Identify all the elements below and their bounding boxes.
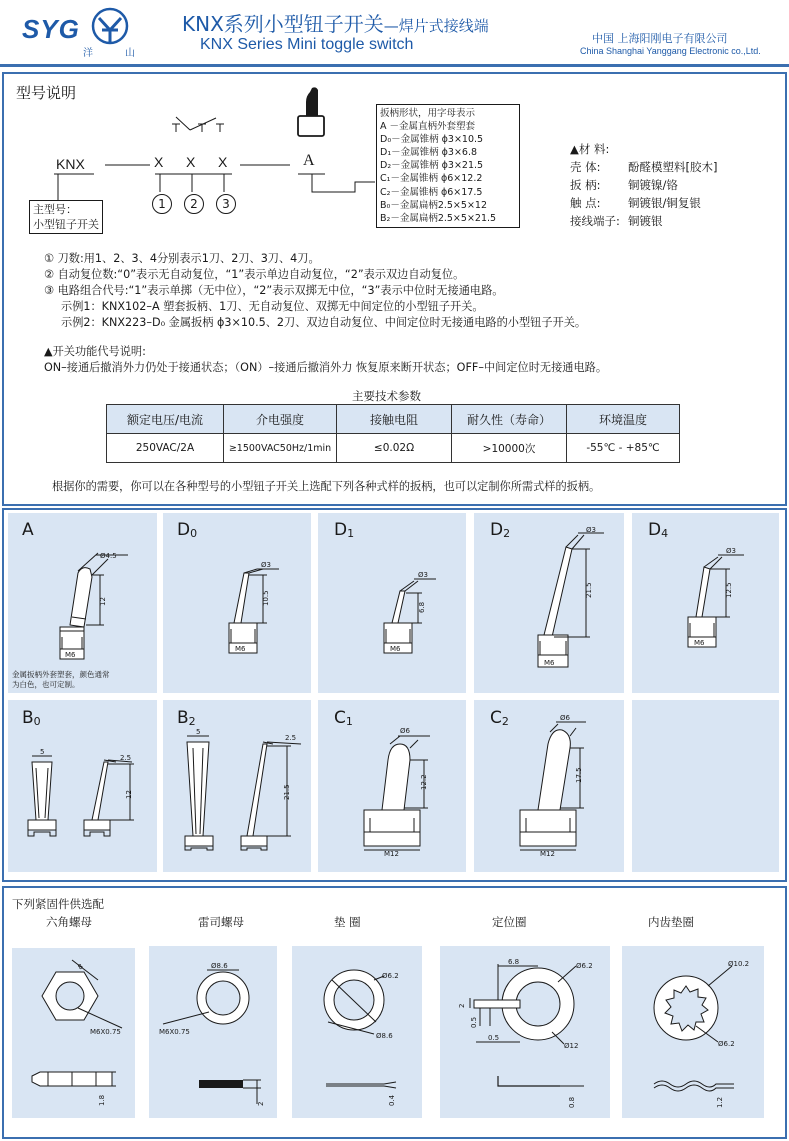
materials-title: ▲材 料: (570, 142, 610, 156)
handle-d0-dia: Ø3 (261, 561, 271, 569)
spec-header-row (107, 405, 680, 434)
title-cn-suffix: —焊片式接线端 (383, 17, 489, 35)
handle-b0-w: 5 (40, 748, 45, 756)
material-row (570, 176, 717, 194)
internal-washer-d1: Ø10.2 (728, 960, 750, 968)
function-title: ▲开关功能代号说明: (44, 345, 146, 358)
handle-d1-dia: Ø3 (418, 571, 428, 579)
fastener-name: 雷司螺母 (198, 915, 244, 929)
internal-washer-thick: 1.2 (716, 1096, 724, 1108)
locating-ring-d2: Ø12 (564, 1042, 579, 1050)
spec-value-cell: >10000次 (452, 434, 567, 463)
spec-header-cell: 额定电压/电流 (107, 405, 224, 434)
handle-b2-w: 5 (196, 728, 201, 736)
handle-line: B₀－金属扁柄2.5×5×12 (380, 199, 487, 211)
note-line: ③ 电路组合代号:“1”表示单掷（无中位），“2”表示双掷无中位，“3”表示中位时无接通电路。 (44, 284, 504, 297)
fastener-name: 六角螺母 (46, 915, 92, 929)
handle-b2-len: 21.5 (283, 784, 291, 800)
handle-label-sub: 0 (190, 527, 198, 540)
handle-b0-t: 2.5 (120, 754, 132, 762)
note-line: 示例2：KNX223–D₀ 金属扳柄 ϕ3×10.5、2刀、双边自动复位、中间定位时无接通电路的小型钮子开关。 (61, 316, 587, 329)
fastener-name: 定位圈 (492, 915, 527, 929)
handle-line: D₂－金属锥柄 ϕ3×21.5 (380, 160, 484, 172)
handle-d1-shape (384, 579, 436, 653)
circle-2 (184, 194, 204, 214)
model-code-x3: X (218, 154, 228, 170)
spec-value-cell: -55℃ - +85℃ (567, 434, 680, 463)
handle-b2-t: 2.5 (285, 734, 297, 742)
handle-d0-drawing (163, 513, 311, 693)
handle-d2-drawing (474, 513, 624, 693)
handle-a-len: 12 (99, 597, 107, 606)
handle-label-text: B (177, 708, 189, 728)
handle-c1-shape (364, 736, 430, 846)
materials-block (570, 140, 717, 230)
circle-1 (152, 194, 172, 214)
handle-label-sub: 2 (503, 527, 511, 540)
circle-3 (216, 194, 236, 214)
spec-value-cell: ≤0.02Ω (337, 434, 452, 463)
handle-c1-thread: M12 (384, 850, 399, 858)
spec-value-cell: 250VAC/2A (107, 434, 224, 463)
handle-b0-drawing (8, 700, 157, 872)
handle-label-sub: 4 (661, 527, 669, 540)
handle-label-text: D (334, 520, 348, 540)
note-line: ② 自动复位数:“0”表示无自动复位，“1”表示单边自动复位，“2”表示双边自动复位。 (44, 268, 465, 281)
handle-a-note-line: 为白色，也可定制。 (12, 680, 80, 689)
locating-ring-thick: 0.8 (568, 1096, 576, 1108)
handle-a-drawing (8, 513, 157, 693)
hex-nut-thick: 1.8 (98, 1094, 106, 1106)
internal-tooth-washer-icon (654, 966, 734, 1091)
handle-shape-box (376, 104, 520, 228)
locating-ring-t: 0.5 (470, 1016, 478, 1028)
note-line: 示例1：KNX102–A 塑套扳柄、1刀、无自动复位、双掷无中间定位的小型钮子开关。 (61, 300, 484, 313)
lock-nut-drawing (149, 946, 277, 1118)
handle-line: B₂－金属扁柄2.5×5×21.5 (380, 212, 497, 224)
emblem-char-right: 山 (125, 48, 135, 59)
handle-d4-len: 12.5 (725, 582, 733, 598)
handle-d4-shape (688, 555, 744, 647)
emblem-char-left: 洋 (83, 48, 93, 59)
handle-d1-len: 6.8 (418, 601, 426, 613)
handle-c2-shape (520, 722, 586, 846)
washer-thick: 0.4 (388, 1094, 396, 1106)
company-en: China Shanghai Yanggang Electronic co.,Ltd. (580, 46, 761, 56)
fasteners-title: 下列紧固件供选配 (12, 897, 104, 911)
brand-name: SYG (22, 14, 80, 44)
handle-c2-drawing (474, 700, 624, 872)
washer-icon (324, 970, 396, 1088)
material-key: 接线端子: (570, 214, 620, 228)
handle-b2-drawing (163, 700, 311, 872)
material-key: 扳 柄: (570, 178, 601, 192)
spec-title: 主要技术参数 (352, 389, 421, 403)
model-code-prefix: KNX (56, 156, 85, 172)
model-section-title: 型号说明 (16, 84, 77, 102)
handle-label-sub: 1 (347, 527, 355, 540)
handle-line: D₀－金属锥柄 ϕ3×10.5 (380, 134, 484, 146)
function-text: ON–接通后撤消外力仍处于接通状态；（ON）–接通后撤消外力 恢复原来断开状态；OFF–中间定位时无接通电路。 (44, 361, 608, 374)
handle-d2-shape (538, 533, 604, 667)
lock-nut-icon (163, 970, 261, 1104)
handle-c1-len: 12.2 (420, 774, 428, 790)
handle-label-text: C (490, 708, 502, 728)
handle-a-note (12, 670, 110, 690)
handle-label-text: A (22, 520, 34, 540)
locating-ring-w: 6.8 (508, 958, 520, 966)
handle-label-sub: 0 (33, 715, 41, 728)
locating-ring-t2: 0.5 (488, 1034, 500, 1042)
fastener-name: 垫 圈 (334, 915, 361, 929)
company-emblem (85, 6, 135, 58)
handle-label-text: C (334, 708, 346, 728)
model-code-a: A (303, 152, 315, 169)
spec-header-cell: 环境温度 (567, 405, 680, 434)
toggle-switch-icon (298, 87, 324, 136)
handle-line: 扳柄形状，用字母表示 (380, 108, 476, 119)
washer-d1: Ø6.2 (382, 972, 399, 980)
page-title (182, 8, 489, 37)
fastener-name: 内齿垫圈 (648, 915, 694, 929)
main-model-line2: 小型钮子开关 (33, 218, 99, 231)
material-row (570, 158, 717, 176)
spec-header-cell: 接触电阻 (337, 405, 452, 434)
spec-value-row (107, 434, 680, 463)
handle-label-text: B (22, 708, 34, 728)
circle-3-label: 3 (222, 197, 230, 211)
locating-ring-d1: Ø6.2 (576, 962, 593, 970)
main-model-box (29, 200, 103, 234)
handle-d0-shape (229, 569, 279, 653)
hex-nut-d1: 8 (76, 962, 85, 972)
material-key: 触 点: (570, 196, 601, 210)
handle-label-sub: 1 (345, 715, 353, 728)
switch-symbol-icon (172, 117, 224, 132)
lock-nut-d2: M6X0.75 (159, 1028, 190, 1036)
spec-header-cell: 耐久性（寿命） (452, 405, 567, 434)
header-rule (0, 64, 789, 67)
handle-c2-len: 17.5 (575, 767, 583, 783)
locating-ring-drawing (440, 946, 610, 1118)
handle-d4-drawing (632, 513, 779, 693)
title-cn: KNX系列小型钮子开关 (182, 12, 384, 36)
handle-c1-drawing (318, 700, 466, 872)
title-en: KNX Series Mini toggle switch (200, 36, 414, 53)
handle-d0-len: 10.5 (262, 590, 270, 606)
handle-label-sub: 2 (188, 715, 196, 728)
material-key: 壳 体: (570, 160, 601, 174)
material-value: 酚醛模塑料[胶木] (628, 160, 718, 174)
handle-d2-len: 21.5 (585, 582, 593, 598)
handle-d2-dia: Ø3 (586, 526, 596, 534)
lock-nut-d1: Ø8.6 (211, 962, 228, 970)
washer-d2: Ø8.6 (376, 1032, 393, 1040)
handle-c1-dia: Ø6 (400, 727, 410, 735)
locating-ring-h: 2 (458, 1003, 466, 1008)
handle-line: C₁－金属锥柄 ϕ6×12.2 (380, 173, 483, 185)
handle-d1-thread: M6 (390, 645, 401, 653)
hex-nut-drawing (12, 946, 135, 1118)
handle-d4-thread: M6 (694, 639, 705, 647)
closing-text: 根据你的需要，你可以在各种型号的小型钮子开关上选配下列各种式样的扳柄，也可以定制你所需式样的扳柄。 (52, 480, 601, 493)
material-value: 铜镀镍/铬 (628, 178, 678, 192)
model-code-x1: X (154, 154, 164, 170)
locating-ring-icon (470, 964, 584, 1086)
spec-value-cell: ≥1500VAC50Hz/1min (224, 434, 337, 463)
handle-label-sub: 2 (501, 715, 509, 728)
lock-nut-thick: 2 (257, 1101, 265, 1106)
company-cn: 中国 上海阳刚电子有限公司 (592, 32, 728, 45)
main-model-line1: 主型号： (33, 203, 77, 216)
handle-line: A －金属直柄外套塑套 (380, 121, 476, 133)
washer-drawing (292, 946, 422, 1118)
internal-washer-drawing (622, 946, 764, 1118)
handle-a-dia: Ø4.5 (100, 552, 117, 560)
handle-d0-thread: M6 (235, 645, 246, 653)
handle-label-text: D (490, 520, 504, 540)
notes-block (44, 251, 586, 331)
internal-washer-d2: Ø6.2 (718, 1040, 735, 1048)
handle-a-shape (60, 553, 128, 659)
handle-d1-drawing (318, 513, 466, 693)
handle-c2-thread: M12 (540, 850, 555, 858)
handle-b0-shape (28, 756, 134, 836)
handle-label-text: D (177, 520, 191, 540)
handle-c2-dia: Ø6 (560, 714, 570, 722)
circle-2-label: 2 (190, 197, 198, 211)
handle-d4-dia: Ø3 (726, 547, 736, 555)
spec-table (106, 404, 680, 463)
handle-label-text: D (648, 520, 662, 540)
circle-1-label: 1 (158, 197, 166, 211)
material-value: 铜镀银 (628, 214, 663, 228)
brand-logo (22, 14, 80, 45)
hex-nut-d2: M6X0.75 (90, 1028, 121, 1036)
handle-a-thread: M6 (65, 651, 76, 659)
hex-nut-icon (32, 960, 122, 1086)
handle-line: C₂－金属锥柄 ϕ6×17.5 (380, 186, 483, 198)
material-row (570, 212, 717, 230)
material-value: 铜镀银/铜复银 (628, 196, 701, 210)
handle-d2-thread: M6 (544, 659, 555, 667)
handle-panel-empty (632, 700, 779, 872)
handle-line: D₁－金属锥柄 ϕ3×6.8 (380, 147, 478, 159)
spec-header-cell: 介电强度 (224, 405, 337, 434)
handle-a-note-line: 金属扳柄外套塑套，颜色通常 (12, 670, 110, 679)
model-code-x2: X (186, 154, 196, 170)
note-line: ① 刀数:用1、2、3、4分别表示1刀、2刀、3刀、4刀。 (44, 252, 320, 265)
handle-b0-len: 12 (125, 790, 133, 799)
material-row (570, 194, 717, 212)
